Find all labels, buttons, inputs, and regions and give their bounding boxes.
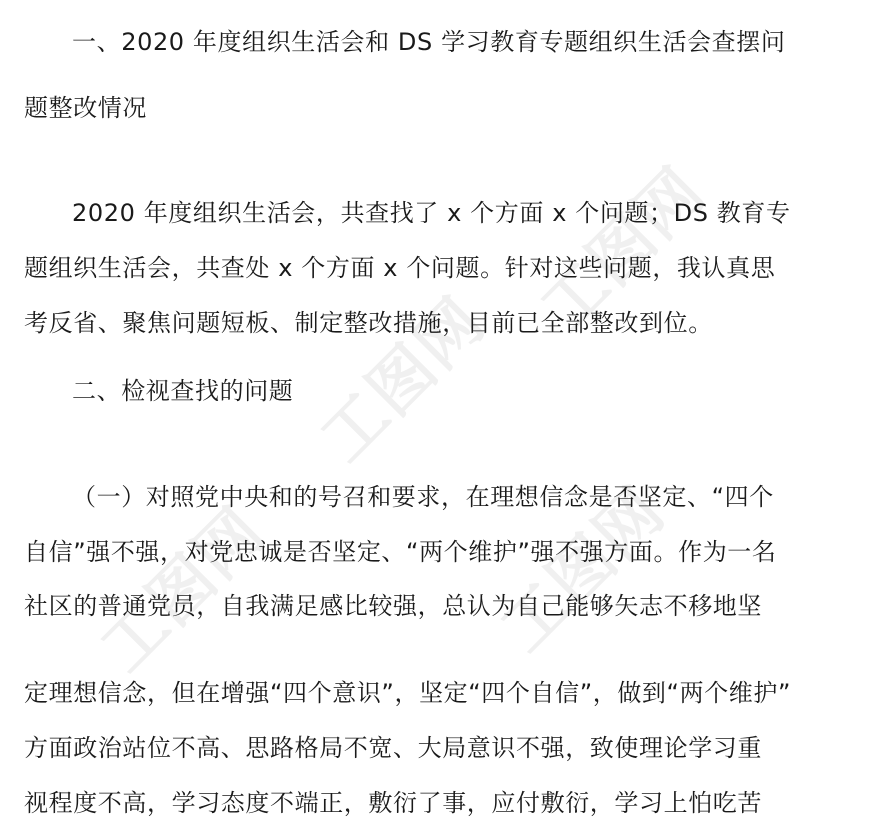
paragraph-line: 题组织生活会，共查处 x 个方面 x 个问题。针对这些问题，我认真思 bbox=[24, 254, 776, 282]
section-heading: 二、检视查找的问题 bbox=[72, 377, 294, 405]
paragraph-line: 考反省、聚焦问题短板、制定整改措施，目前已全部整改到位。 bbox=[24, 309, 713, 337]
paragraph-line: 2020 年度组织生活会，共查找了 x 个方面 x 个问题；DS 教育专 bbox=[72, 199, 791, 227]
watermark: 工图网 bbox=[487, 474, 680, 667]
paragraph-line: 方面政治站位不高、思路格局不宽、大局意识不强，致使理论学习重 bbox=[24, 734, 762, 762]
watermark: 工图网 bbox=[527, 154, 720, 347]
section-heading: 一、2020 年度组织生活会和 DS 学习教育专题组织生活会查摆问 bbox=[72, 28, 786, 56]
section-heading-continued: 题整改情况 bbox=[24, 94, 147, 122]
paragraph-line: 定理想信念，但在增强“四个意识”，坚定“四个自信”，做到“两个维护” bbox=[24, 679, 791, 707]
paragraph-line: （一）对照党中央和的号召和要求，在理想信念是否坚定、“四个 bbox=[72, 483, 774, 511]
paragraph-line: 自信”强不强，对党忠诚是否坚定、“两个维护”强不强方面。作为一名 bbox=[24, 538, 777, 566]
watermark: 工图网 bbox=[307, 284, 500, 477]
watermark: 工图网 bbox=[87, 494, 280, 687]
paragraph-line: 视程度不高，学习态度不端正，敷衍了事，应付敷衍，学习上怕吃苦 bbox=[24, 789, 762, 817]
paragraph-line: 社区的普通党员，自我满足感比较强，总认为自己能够矢志不移地坚 bbox=[24, 592, 762, 620]
